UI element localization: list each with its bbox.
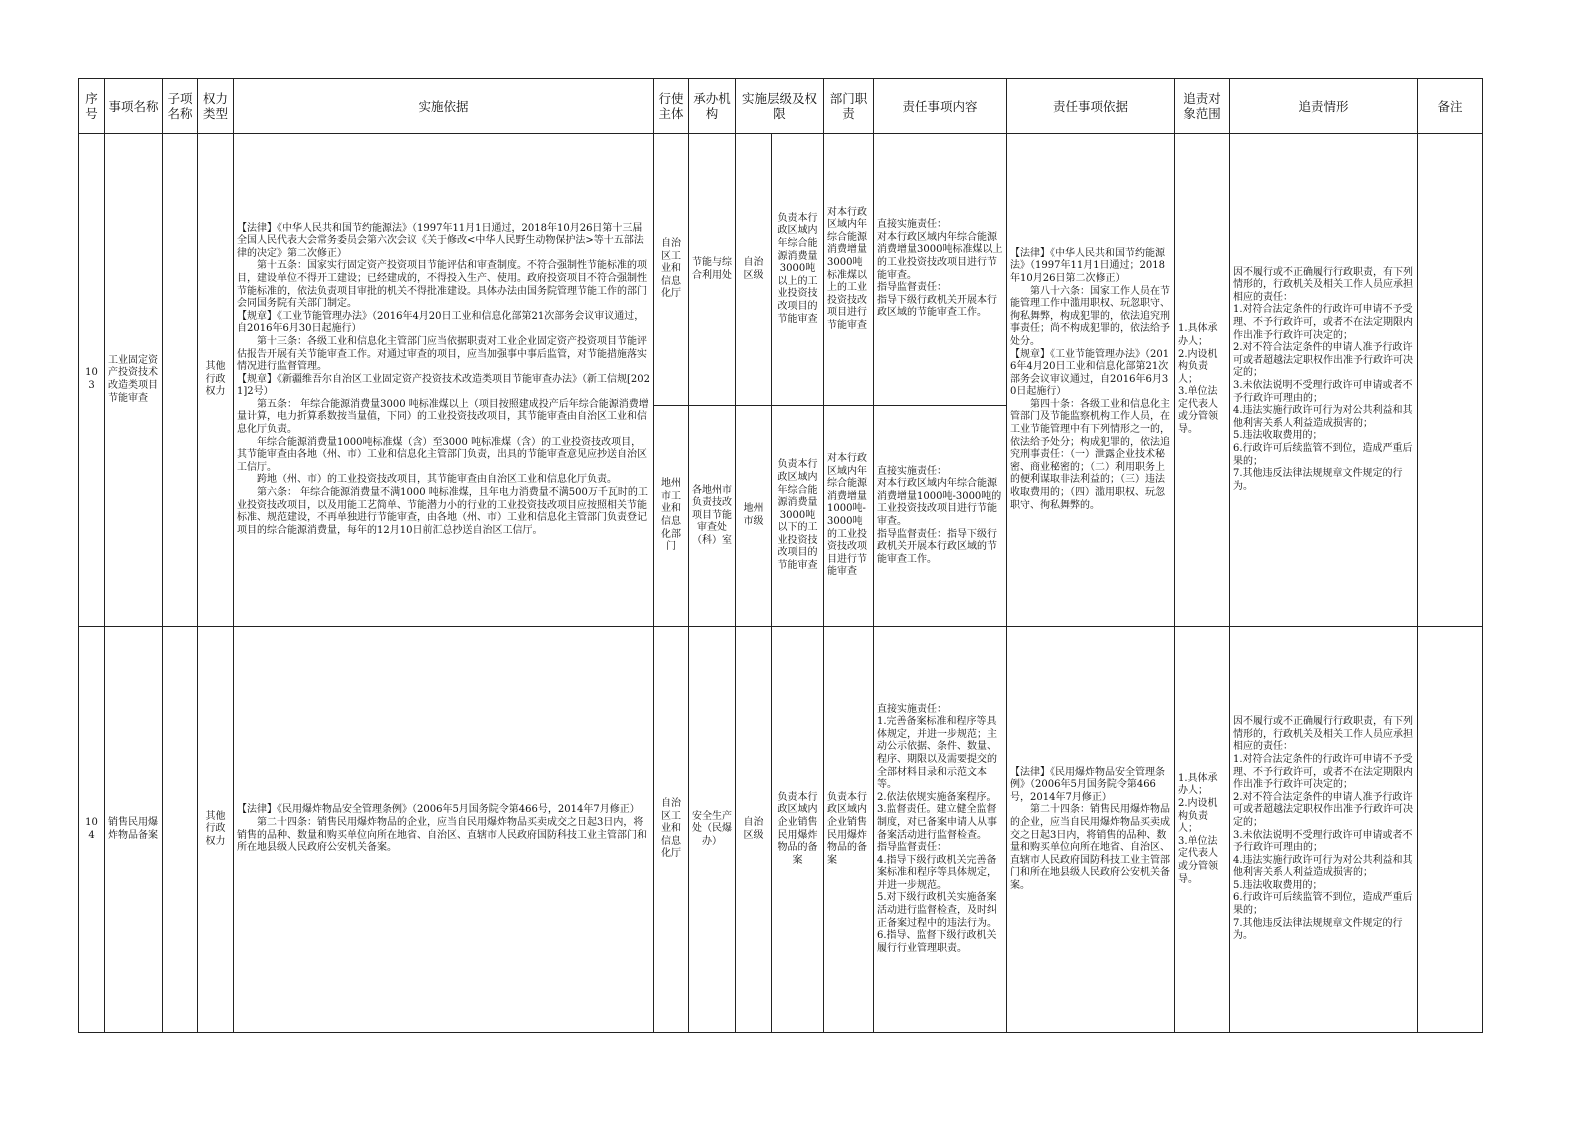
text-line: 5.对下级行政机关实施备案活动进行监督检查，及时纠正备案过程中的违法行为。 (877, 892, 998, 929)
header-level: 实施层级及权限 (736, 79, 824, 134)
row-situations (1230, 627, 1418, 1033)
row-seq: 103 (79, 134, 105, 627)
legal-article: 第六条： 年综合能源消费量不满1000 吨标准煤，且年电力消费量不满500万千瓦时的工业投资技改项目，以及用能工艺简单、节能潜力小的行业的工业投资技改项目应按照相关节能标准、规范建设，不再单独进行节能审查，由各地（州、市）工业和信息化主管部门负责登记项目的综合能源消费量，每年的12月10日前汇总抄送自治区工信厅。 (237, 487, 648, 536)
legal-source: 【法律】《民用爆炸物品安全管理条例》（2006年5月国务院令第466号，2014年7月修正） (1010, 766, 1166, 803)
text-line: 6.指导、监督下级行政机关履行行业管理职责。 (877, 930, 997, 954)
text-line: 指导监督责任： (877, 282, 948, 294)
text-line: 2.对不符合法定条件的申请人准予行政许可或者超越法定职权作出准予行政许可决定的； (1233, 791, 1414, 828)
table-row (79, 134, 1483, 406)
header-scope: 追责对象范围 (1175, 79, 1230, 134)
power-list-table (78, 78, 1483, 1033)
text-line: 4.指导下级行政机关完善备案标准和程序等具体规定，并进一步规范。 (877, 854, 998, 891)
row-agency: 各地州市负责技改项目节能审查处（科）室 (689, 406, 736, 627)
header-remark: 备注 (1418, 79, 1483, 134)
text-line: 直接实施责任： (877, 703, 948, 715)
header-resp-content: 责任事项内容 (874, 79, 1007, 134)
text-line: 2.内设机构负责人； (1178, 348, 1218, 385)
header-subject: 行使主体 (654, 79, 689, 134)
text-line: 7.其他违反法律法规规章文件规定的行为。 (1233, 917, 1403, 942)
legal-article: 第二十四条：销售民用爆炸物品的企业，应当自民用爆炸物品买卖成交之日起3日内，将销售的品种、数量和购买单位向所在地省、自治区、直辖市人民政府国防科技工业主管部门和所在地县级人民政府公安机关备案。 (1010, 804, 1171, 891)
row-resp-basis (1007, 627, 1175, 1033)
header-situations: 追责情形 (1230, 79, 1418, 134)
row-remark (1418, 627, 1483, 1033)
row-duty: 负责本行政区域内企业销售民用爆炸物品的备案 (824, 627, 874, 1033)
text-line: 3.未依法说明不受理行政许可申请或者不予行政许可理由的； (1233, 380, 1413, 404)
row-sub-item (163, 627, 198, 1033)
row-agency: 安全生产处（民爆办） (689, 627, 736, 1033)
text-line: 1.具体承办人； (1178, 772, 1218, 797)
header-duty: 部门职责 (824, 79, 874, 134)
text-line: 1.对符合法定条件的行政许可申请不予受理、不予行政许可，或者不在法定期限内作出准予行政许可决定的； (1233, 753, 1414, 791)
header-item-name: 事项名称 (105, 79, 163, 134)
text-line: 6.行政许可后续监管不到位，造成严重后果的； (1233, 892, 1413, 917)
text-line: 7.其他违反法律法规规章文件规定的行为。 (1233, 468, 1403, 492)
row-duty: 对本行政区域内年综合能源消费增量1000吨-3000吨的工业投资技改项目进行节能审查 (824, 406, 874, 627)
row-resp-content (874, 627, 1007, 1033)
row-subject: 自治区工业和信息化厅 (654, 134, 689, 406)
row-level: 自治区级 (736, 627, 772, 1033)
row-subject: 地州市工业和信息化部门 (654, 406, 689, 627)
row-scope (1175, 627, 1230, 1033)
legal-article: 第五条： 年综合能源消费量3000 吨标准煤以上（项目按照建成投产后年综合能源消费增量计算，电力折算系数按当量值，下同）的工业投资技改项目，其节能审查由自治区工业和信息化厅负责。 (237, 398, 649, 436)
text-line: 3.单位法定代表人或分管领导。 (1178, 386, 1219, 436)
text-line: 2.依法依规实施备案程序。 (877, 791, 997, 803)
row-seq: 104 (79, 627, 105, 1033)
text-line: 1.对符合法定条件的行政许可申请不予受理、不予行政许可，或者不在法定期限内作出准予行政许可决定的； (1233, 304, 1414, 341)
legal-article: 第十五条：国家实行固定资产投资项目节能评估和审查制度。不符合强制性节能标准的项目，建设单位不得开工建设；已经建成的，不得投入生产、使用。政府投资项目不符合强制性节能标准的，依法负责项目审批的机关不得批准建设。具体办法由国务院管理节能工作的部门会同国务院有关部门制定。 (237, 260, 647, 310)
row-situations (1230, 134, 1418, 627)
text-line: 指导监督责任：指导下级行政机关开展本行政区域的节能审查工作。 (877, 528, 998, 565)
text-line: 对本行政区域内年综合能源消费增量1000吨-3000吨的工业投资技改项目进行节能审查。 (877, 478, 1002, 527)
text-line: 5.违法收取费用的； (1233, 879, 1323, 891)
text-line: 对本行政区域内年综合能源消费增量3000吨标准煤以上的工业投资技改项目进行节能审查。 (877, 231, 1003, 281)
text-line: 5.违法收取费用的； (1233, 430, 1323, 442)
text-line: 3.未依法说明不受理行政许可申请或者不予行政许可理由的； (1233, 829, 1413, 854)
row-sub-item (163, 134, 198, 627)
row-agency: 节能与综合利用处 (689, 134, 736, 406)
text-line: 6.行政许可后续监管不到位，造成严重后果的； (1233, 442, 1413, 467)
text-line: 1.完善备案标准和程序等具体规定，并进一步规范；主动公示依据、条件、数量、程序、期限以及需要提交的全部材料目录和示范文本等。 (877, 716, 998, 791)
legal-source: 【规章】《工业节能管理办法》（2016年4月20日工业和信息化部第21次部务会议审议通过，自2016年6月30日起施行） (1010, 348, 1170, 398)
text-line: 2.对不符合法定条件的申请人准予行政许可或者超越法定职权作出准予行政许可决定的； (1233, 342, 1414, 379)
legal-article: 第二十四条：销售民用爆炸物品的企业，应当自民用爆炸物品买卖成交之日起3日内，将销售的品种、数量和购买单位向所在地省、自治区、直辖市人民政府国防科技工业主管部门和所在地县级人民政府公安机关备案。 (237, 816, 647, 854)
row-basis (234, 134, 654, 627)
row-power-type: 其他行政权力 (198, 134, 234, 627)
row-level-scope: 负责本行政区域内年综合能源消费量3000吨以下的工业投资技改项目的节能审查 (772, 406, 824, 627)
text-line: 1.具体承办人； (1178, 323, 1218, 347)
legal-source: 【法律】《民用爆炸物品安全管理条例》（2006年5月国务院令第466号，2014年7月修正） (237, 804, 640, 816)
header-agency: 承办机构 (689, 79, 736, 134)
text-line: 2.内设机构负责人； (1178, 798, 1218, 835)
text-line: 3.单位法定代表人或分管领导。 (1178, 835, 1219, 885)
legal-source: 【法律】《中华人民共和国节约能源法》（1997年11月1日通过；2018年10月26日第二次修正） (1010, 247, 1166, 284)
row-item-name: 工业固定资产投资技术改造类项目节能审查 (105, 134, 163, 627)
text-line: 直接实施责任： (877, 219, 948, 231)
row-resp-content (874, 406, 1007, 627)
row-duty: 对本行政区域内年综合能源消费增量3000吨标准煤以上的工业投资技改项目进行节能审查 (824, 134, 874, 406)
header-resp-basis: 责任事项依据 (1007, 79, 1175, 134)
text-line: 4.违法实施行政许可行为对公共利益和其他利害关系人利益造成损害的； (1233, 405, 1413, 429)
legal-article: 年综合能源消费量1000吨标准煤（含）至3000 吨标准煤（含）的工业投资技改项目，其节能审查由各地（州、市）工业和信息化主管部门负责，出具的节能审查意见应抄送自治区工信厅。 (237, 436, 647, 473)
text-line: 指导下级行政机关开展本行政区域的节能审查工作。 (877, 294, 998, 319)
row-power-type: 其他行政权力 (198, 627, 234, 1033)
row-item-name: 销售民用爆炸物品备案 (105, 627, 163, 1033)
header-basis: 实施依据 (234, 79, 654, 134)
legal-source: 【法律】《中华人民共和国节约能源法》（1997年11月1日通过，2018年10月26日第十三届全国人民代表大会常务委员会第六次会议《关于修改<中华人民野生动物保护法>等十五部法律的决定》第二次修正） (237, 222, 644, 259)
legal-article: 第八十六条：国家工作人员在节能管理工作中滥用职权、玩忽职守、徇私舞弊，构成犯罪的，依法追究刑事责任；尚不构成犯罪的，依法给予处分。 (1010, 285, 1171, 347)
header-seq: 序号 (79, 79, 105, 134)
header-row (79, 79, 1483, 134)
legal-source: 【规章】《新疆维吾尔自治区工业固定资产投资技术改造类项目节能审查办法》（新工信规[2021]2号） (237, 373, 650, 398)
row-scope (1175, 134, 1230, 627)
row-subject: 自治区工业和信息化厅 (654, 627, 689, 1033)
row-level-scope: 负责本行政区域内企业销售民用爆炸物品的备案 (772, 627, 824, 1033)
text-line: 因不履行或不正确履行行政职责，有下列情形的，行政机关及相关工作人员应承担相应的责任： (1233, 716, 1414, 753)
header-sub-item: 子项名称 (163, 79, 198, 134)
legal-article: 第十三条：各级工业和信息化主管部门应当依据职责对工业企业固定资产投资项目节能评估报告开展有关节能审查工作。对通过审查的项目，应当加强事中事后监管，对节能措施落实情况进行监督管理。 (237, 335, 647, 373)
row-level: 地州市级 (736, 406, 772, 627)
legal-source: 【规章】《工业节能管理办法》（2016年4月20日工业和信息化部第21次部务会议审议通过，自2016年6月30日起施行） (237, 310, 645, 335)
text-line: 4.违法实施行政许可行为对公共利益和其他利害关系人利益造成损害的； (1233, 854, 1413, 879)
row-resp-content (874, 134, 1007, 406)
text-line: 指导监督责任： (877, 842, 948, 854)
text-line: 直接实施责任： (877, 465, 948, 477)
text-line: 3.监督责任。建立健全监督制度，对已备案申请人从事备案活动进行监督检查。 (877, 804, 998, 841)
row-level: 自治区级 (736, 134, 772, 406)
row-basis (234, 627, 654, 1033)
row-level-scope: 负责本行政区域内年综合能源消费量3000吨以上的工业投资技改项目的节能审查 (772, 134, 824, 406)
legal-article: 第四十条：各级工业和信息化主管部门及节能监察机构工作人员，在工业节能管理中有下列情形之一的，依法给予处分；构成犯罪的，依法追究刑事责任：（一）泄露企业技术秘密、商业秘密的；（二）利用职务上的便利谋取非法利益的；（三）违法收取费用的；（四）滥用职权、玩忽职守、徇私舞弊的。 (1010, 398, 1171, 511)
row-remark (1418, 134, 1483, 627)
text-line: 因不履行或不正确履行行政职责，有下列情形的，行政机关及相关工作人员应承担相应的责任： (1233, 266, 1414, 303)
row-resp-basis (1007, 134, 1175, 627)
table-row (79, 627, 1483, 1033)
legal-article: 跨地（州、市）的工业投资技改项目，其节能审查由自治区工业和信息化厅负责。 (257, 474, 617, 486)
header-power-type: 权力类型 (198, 79, 234, 134)
